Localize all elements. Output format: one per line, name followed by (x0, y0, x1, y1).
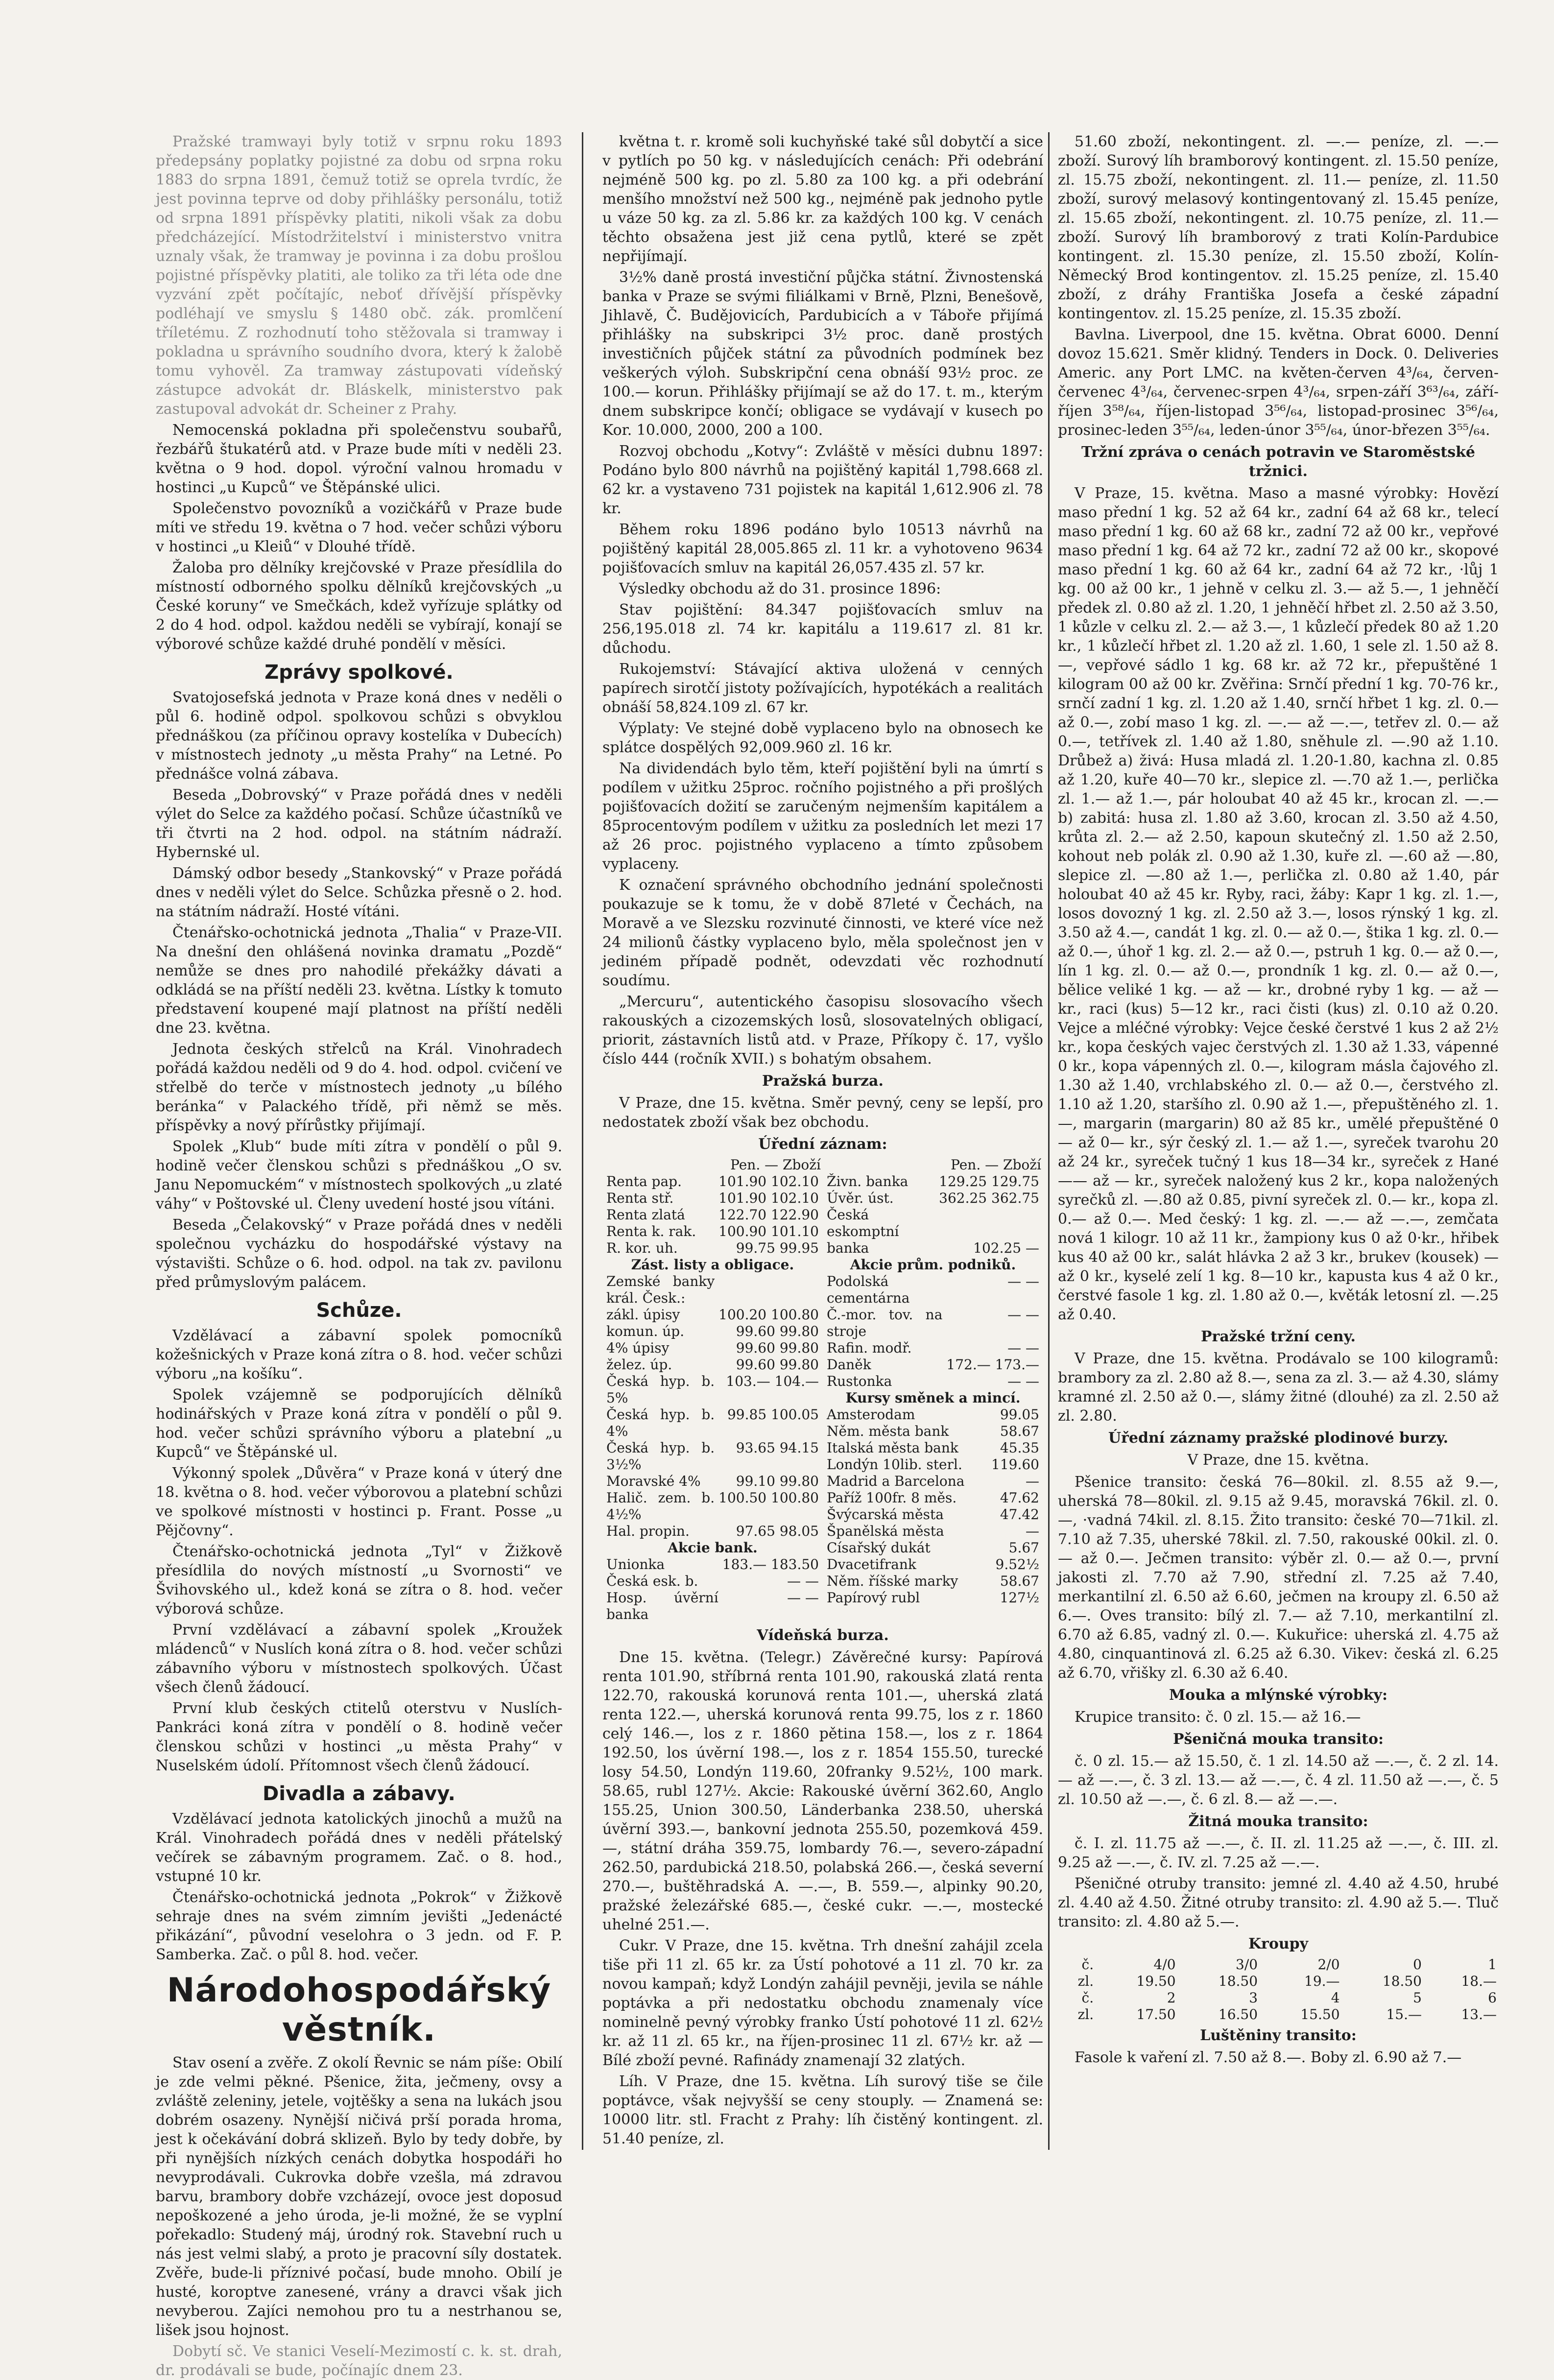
row-value: 122.70 122.90 (718, 1207, 819, 1223)
row-label: Česká esk. b. (606, 1573, 698, 1589)
table-row (604, 1590, 821, 1623)
article-paragraph: Stav osení a zvěře. Z okolí Řevnic se nám píše: Obilí je zde velmi pěkné. Pšenice, žita, ječmeny, ovsy a zvláště zeleniny, jetele, vojtěšky a sena na lukách jsou dobrém osazeny. Nynější ničivá prší porada hroma, jest k očekávání dobrá sklizeň. Bylo by tedy dobře, by při nynějších nízkých cenách dobytka hospodáři ho nevyprodávali. Cukrovka dobře vzešla, má zdravou barvu, brambory dobře vzcházejí, ovoce jest doposud nepoškozené a jeho úroda, je-li možné, že se vyplní pořekadlo: Studený máj, úrodný rok. Stavební ruch u nás jest velmi slabý, a proto je pracovní síly dostatek. Zvěře, bude-li příznivé počasí, bude mnoho. Obilí je husté, koroptve zanesené, vrány a dravci však jich nevyberou. Zajíci nemohou pro tu a nestrhanou se, lišek jsou hojnost. (156, 2054, 562, 2339)
row-value: 129.25 129.75 (939, 1173, 1039, 1190)
row-label: Španělská města (827, 1523, 944, 1539)
notice: Vzdělávací a zábavní spolek pomocníků kožešnických v Praze koná zítra o 8. hod. večer schůzi výboru „na košíku“. (156, 1327, 562, 1382)
table-cell: 19.— (1304, 1973, 1340, 1989)
urad-heading: Úřední záznamy pražské plodinové burzy. (1108, 1429, 1449, 1447)
column-2 (602, 132, 1043, 2150)
row-value: 100.50 100.80 (718, 1490, 819, 1506)
row-value: 9.52½ (995, 1556, 1039, 1572)
table-cell: 1 (1488, 1956, 1497, 1973)
notice: Výkonný spolek „Důvěra“ v Praze koná v úterý dne 18. května o 8. hod. večer výborovou a platební schůzi ve spolkové místnosti v hostinci p. Frant. Posse „u Pějčovny“. (156, 1465, 562, 1539)
article-paragraph: Fasole k vaření zl. 7.50 až 8.—. Boby zl. 6.90 až 7.— (1075, 2049, 1462, 2066)
table-body (604, 1556, 821, 1623)
article-paragraph: „Mercuru“, autentického časopisu slosovacího všech rakouských a cizozemských losů, slosovatelných obligací, priorit, zástavních listů atd. v Praze, Příkopy č. 17, vyšlo číslo 444 (ročník XVII.) s bohatým obsahem. (602, 993, 1043, 1068)
table-cell: 15.— (1386, 2006, 1422, 2023)
row-label: Halič. zem. b. 4½% (606, 1490, 715, 1523)
notice: Dámský odbor besedy „Stankovský“ v Praze pořádá dnes v neděli výlet do Selce. Schůzka přesně o 2. hod. na státním nádraží. Hosté vítáni. (156, 865, 562, 920)
table-row (825, 1456, 1041, 1473)
table-cell: 0 (1413, 1956, 1422, 1973)
article-paragraph: Žaloba pro dělníky krejčovské v Praze přesídlila do místností odborného spolku dělníků krejčovských „u České koruny“ ve Smečkách, kdež vyřízuje splátky od 2 do 4 hod. odpol. každou neděli se vybírají, konají se výborové schůze každé druhé pondělí v měsíci. (156, 559, 562, 653)
row-value (717, 1273, 821, 1307)
table-body (825, 1273, 1041, 1390)
row-value: 100.90 101.10 (718, 1223, 819, 1239)
kroupy-heading: Kroupy (1248, 1935, 1309, 1952)
article-paragraph: K označení správného obchodního jednání společnosti poukazuje se k tomu, že v době 87leté v Čechách, na Moravě a ve Slezsku rozvinuté činnosti, ve které více než 24 milionů částky vyplaceno bylo, měla společnost jen v jediném případě podnět, odevzdati věc rozhodnutí soudímu. (602, 877, 1043, 989)
table-row (825, 1240, 1041, 1257)
row-value: 97.65 98.05 (736, 1523, 819, 1539)
column-1 (156, 132, 562, 2379)
row-value: 99.60 99.80 (736, 1323, 819, 1339)
table-row (1058, 1956, 1499, 1973)
row-value: 102.25 — (973, 1240, 1039, 1256)
row-label: Rafin. modř. (827, 1340, 912, 1356)
zast-table (604, 1273, 821, 1540)
row-value: — — (1007, 1340, 1039, 1356)
row-value: 99.05 (1000, 1406, 1039, 1423)
kursy-table (825, 1406, 1041, 1606)
table-body (604, 1173, 821, 1257)
table-row (825, 1490, 1041, 1506)
urad-date: V Praze, dne 15. května. (1187, 1452, 1369, 1469)
row-value: 99.60 99.80 (736, 1340, 819, 1356)
row-label: Renta zlatá (606, 1207, 685, 1223)
table-row (604, 1340, 821, 1357)
row-value: 103.— 104.— (726, 1373, 819, 1389)
row-label: Hal. propin. (606, 1523, 690, 1539)
article-paragraph: Na dividendách bylo těm, kteří pojištění byli na úmrtí s podílem v užitku 25proc. ročního pojistného a při prošlých pojišťovacích dožití se zaručeným nejmenším kapitálem a 85procentovým podílem v užitku za posledních let mezi 17 až 26 proc. pojistného vyplaceno a tímto způsobem vyplaceny. (602, 760, 1043, 873)
article-paragraph: Během roku 1896 podáno bylo 10513 návrhů na pojištěný kapitál 28,005.865 zl. 11 kr. a vyhotoveno 9634 pojišťovacích smluv na kapitál 26,057.435 zl. 57 kr. (602, 521, 1043, 576)
table-row (604, 1307, 821, 1323)
row-label: Papírový rubl (827, 1590, 920, 1606)
article-paragraph: Pšeničné otruby transito: jemné zl. 4.40 až 4.50, hrubé zl. 4.40 až 4.50. Žitné otruby transito: zl. 4.90 až 5.—. Tluč transito: zl. 4.80 až 5.—. (1058, 1875, 1499, 1930)
table-cell: 18.50 (1218, 1973, 1258, 1989)
row-label: Česká eskomptní (827, 1207, 899, 1239)
row-label: Hosp. úvěrní banka (606, 1590, 718, 1622)
article-paragraph: 51.60 zboží, nekontingent. zl. —.— peníze, zl. —.— zboží. Surový líh bramborový kontingent. zl. 15.50 peníze, zl. 15.75 zboží, nekontingent. zl. 11.— peníze, zl. 11.50 zboží, surový melasový kontingentovaný zl. 15.45 peníze, zl. 15.65 zboží, nekontingent. zl. 10.75 peníze, zl. 11.— zboží. Surový líh bramborový z trati Kolín-Pardubice kontingent. zl. 15.30 peníze, zl. 15.50 zboží, Kolín-Německý Brod kontingentov. zl. 15.25 peníze, zl. 15.40 zboží, z dráhy Františka Josefa a české západní kontingentov. zl. 15.25 peníze, zl. 15.35 zboží. (1058, 133, 1499, 322)
row-label: Česká hyp. b. 5% (606, 1373, 715, 1406)
row-value: 183.— 183.50 (722, 1556, 819, 1572)
row-value: — (1026, 1473, 1039, 1489)
table-body (604, 1273, 821, 1540)
table-row (825, 1207, 1041, 1240)
row-value: 99.75 99.95 (736, 1240, 819, 1256)
row-value: — — (1007, 1307, 1039, 1323)
row-label: Česká hyp. b. 3½% (606, 1440, 715, 1473)
zaznam-heading: Úřední záznam: (758, 1136, 887, 1153)
row-label: Dvacetifrank (827, 1556, 916, 1572)
row-label: Renta stř. (606, 1190, 674, 1206)
notice: Jednota českých střelců na Král. Vinohradech pořádá každou neděli od 9 do 4. hod. odpol. cvičení ve střelbě do terče v místnostech jednoty „u bílého beránka“ v Palackého třídě, při němž se měs. příspěvky a nový přírůstky přijímají. (156, 1041, 562, 1134)
table-row (825, 1340, 1041, 1357)
table-row (604, 1173, 821, 1190)
table-cell: 18.50 (1382, 1973, 1422, 1989)
row-value: — (1026, 1523, 1039, 1539)
table-row (1058, 1973, 1499, 1990)
row-value: 5.67 (1008, 1540, 1039, 1556)
row-value: 47.62 (1000, 1490, 1039, 1506)
table-row (604, 1440, 821, 1473)
row-label: Unionka (606, 1556, 665, 1572)
table-cell: 5 (1413, 1990, 1422, 2006)
article-paragraph: č. 0 zl. 15.— až 15.50, č. 1 zl. 14.50 až —.—, č. 2 zl. 14.— až —.—, č. 3 zl. 13.— až —.—, č. 4 zl. 11.50 až —.—, č. 5 zl. 10.50 až —.—, č. 6 zl. 8.— až —.—. (1058, 1753, 1499, 1808)
article-paragraph: Bavlna. Liverpool, dne 15. května. Obrat 6000. Denní dovoz 15.621. Směr klidný. Tenders in Dock. 0. Deliveries Americ. any Port LMC. na květen-červen 4³/₆₄, červen-červenec 4³/₆₄, červenec-srpen 4³/₆₄, srpen-září 3⁶³/₆₄, září-říjen 3⁵⁸/₆₄, říjen-listopad 3⁵⁶/₆₄, listopad-prosinec 3⁵⁶/₆₄, prosinec-leden 3⁵⁵/₆₄, leden-únor 3⁵⁵/₆₄, únor-březen 3⁵⁵/₆₄. (1058, 326, 1499, 439)
row-label: Paříž 100fr. 8 měs. (827, 1490, 957, 1506)
article-paragraph: V Praze, dne 15. května. Prodávalo se 100 kilogramů: brambory za zl. 2.80 až 8.—, sena za zl. 3.— až 4.30, slámy kramné zl. 2.50 až 0.—, slámy žitné (dlouhé) za zl. 2.50 až zl. 2.80. (1058, 1350, 1499, 1425)
table-cell: č. (1081, 1990, 1094, 2006)
table-row (825, 1506, 1041, 1523)
table-row (825, 1357, 1041, 1373)
burza-heading: Pražská burza. (762, 1072, 884, 1090)
trzni-heading: Tržní zpráva o cenách potravin ve Staroměstské tržnici. (1081, 444, 1476, 480)
row-label: Amsterodam (827, 1406, 915, 1423)
notice: Spolek vzájemně se podporujících dělníků hodinářských v Praze koná zítra v pondělí o půl 9. hod. večer schůzi správního výboru a platební „u Kupců“ ve Štěpánské ul. (156, 1386, 562, 1461)
table-row (604, 1556, 821, 1573)
table-cell: zl. (1077, 2006, 1094, 2023)
row-label: zákl. úpisy (606, 1307, 680, 1323)
row-value: 99.60 99.80 (736, 1357, 819, 1373)
notice: První vzdělávací a zábavní spolek „Kroužek mládenců“ v Nuslích koná zítra o 8. hod. večer schůzi zábavního výboru v místnostech spolkových. Účast všech členů žádoucí. (156, 1621, 562, 1696)
notice: Svatojosefská jednota v Praze koná dnes v neděli o půl 6. hodině odpol. spolkovou schůzi s obvyklou přednáškou (za příčinou opravy kostelíka v Dubecích) v místnostech jednoty „u města Prahy“ na Letné. Po přednášce volná zábava. (156, 689, 562, 783)
table-row (604, 1223, 821, 1240)
table-cell: 15.50 (1300, 2006, 1340, 2023)
article-paragraph: V Praze, 15. května. Maso a masné výrobky: Hovězí maso přední 1 kg. 52 až 64 kr., zadní 64 až 68 kr., telecí maso přední 1 kg. 60 až 68 kr., zadní 72 až 00 kr., vepřové maso přední 1 kg. 64 až 72 kr., zadní 72 až 00 kr., skopové maso přední 1 kg. 60 až 64 kr., zadní 64 až 72 kr., ·lůj 1 kg. 00 až 00 kr., 1 jehně v celku zl. 3.— až 5.—, 1 jehněčí předek zl. 0.80 až zl. 1.20, 1 jehněčí hřbet zl. 2.50 až 3.50, 1 kůzle v celku zl. 2.— až 3.—, 1 kůzlečí předek 80 až 1.20 kr., 1 kůzlečí hřbet zl. 1.20 až zl. 1.60, 1 sele zl. 1.50 až 8.—, vepřové sádlo 1 kg. 68 kr. až 72 kr., přepuštěné 1 kilogram 00 až 00 kr. Zvěřina: Srnčí přední 1 kg. 70-76 kr., srnčí zadní 1 kg. zl. 1.20 až 1.40, srnčí hřbet 1 kg. zl. 0.— až 0.—, zobí maso 1 kg. zl. —.— až —.—, tetřev zl. 0.— až 0.—, tetřívek zl. 1.40 až 1.80, sněhule zl. —.90 až 1.10. Drůbež a) živá: Husa mladá zl. 1.20-1.80, kachna zl. 0.85 až 1.20, kuře 40—70 kr., slepice zl. —.70 až 1.—, perlička zl. 1.— až 1.—, pár holoubat 40 až 45 kr., krocan zl. —.— b) zabitá: husa zl. 1.80 až 3.60, krocan zl. 3.50 až 4.50, krůta zl. 2.— až 2.50, kapoun skutečný zl. 1.50 až 2.50, kohout neb polák zl. 0.90 až 1.30, kuře zl. —.60 až —.80, slepice zl. —.80 až 1.—, perlička zl. 0.80 až 1.40, pár holoubat 40 až 45 kr. Ryby, raci, žáby: Kapr 1 kg. zl. 1.—, losos dovozný 1 kg. zl. 2.50 až 3.—, losos rýnský 1 kg. zl. 3.50 až 4.—, candát 1 kg. zl. 0.— až 0.—, štika 1 kg. zl. 0.— až 0.—, úhoř 1 kg. zl. 2.— až 0.—, pstruh 1 kg. 0.— až 0.—, lín 1 kg. zl. 0.— až 0.—, prondník 1 kg. zl. 0.— až 0.—, bělice veliké 1 kg. — až — kr., drobné ryby 1 kg. — až — kr., raci (kus) 5—12 kr., raci čisti (kus) zl. 0.10 až 0.20. Vejce a mléčné výrobky: Vejce české čerstvé 1 kus 2 až 2½ kr., kopa českých vajec čerstvých zl. 1.30 až 1.33, vápenné 0 kr., kopa vápenných zl. 0.—, kilogram másla čajového zl. 1.30 až 1.40, vrchlabského zl. 0.— až 0.—, čerstvého zl. 1.10 až 1.20, staršího zl. 0.90 až 1.—, přepuštěného zl. 1.—, margarin (margarin) 80 až 85 kr., umělé přepuštěné 0— až 0— kr., sýr český zl. 1.— až 1.—, syreček tvarohu 20 až 24 kr., syreček tučný 1 kus 18—34 kr., syreček z Hané —— až — kr., syreček naložený kus 2 kr., kopa naložených syrečků zl. —.80 až 0.85, pivní syreček zl. 0.— kr., kopa zl. 0.— až 0.—. Med český: 1 kg. zl. —.— až —.—, zemčata nová 1 kilogr. 10 až 11 kr., žampiony kus 0 až 0·kr., hřibek kus 40 až 00 kr., salát hlávka 2 až 3 kr., brukev (kousek) — až 0 kr., kyselé zelí 1 kg. 8—10 kr., kapusta kus 4 až 0 kr., čerstvé fasole 1 kg. zl. 1.80 až 0.—, květák letosní zl. —.25 až 0.40. (1058, 485, 1499, 1323)
table-row (825, 1590, 1041, 1606)
table-row (825, 1307, 1041, 1340)
row-label: Č.-mor. tov. na stroje (827, 1307, 943, 1339)
row-label: Italská města bank (827, 1440, 958, 1456)
table-row (1058, 2006, 1499, 2023)
row-label: Něm. říšské marky (827, 1573, 958, 1589)
table-row (825, 1406, 1041, 1423)
row-value: 93.65 94.15 (736, 1440, 819, 1456)
table-row (604, 1357, 821, 1373)
psenicna-heading: Pšeničná mouka transito: (1172, 1731, 1384, 1748)
row-value: 45.35 (1000, 1440, 1039, 1456)
table-cell: č. (1081, 1956, 1094, 1973)
kroupy-table (1058, 1956, 1499, 2023)
table-row (1058, 1990, 1499, 2006)
row-label: Moravské 4% (606, 1473, 701, 1489)
table-row (604, 1573, 821, 1590)
row-value: 58.67 (1000, 1423, 1039, 1439)
table-body (825, 1406, 1041, 1606)
notice: Spolek „Klub“ bude míti zítra v pondělí o půl 9. hodině večer členskou schůzi s přednáškou „O sv. Janu Nepomuckém“ v místnostech spolkových „u zlaté váhy“ v Poštovské ul. Členy uvedení hosté jsou vítáni. (156, 1138, 562, 1213)
row-label: Švýcarská města (827, 1506, 944, 1523)
article-paragraph: Stav pojištění: 84.347 pojišťovacích smluv na 256,195.018 zl. 74 kr. kapitálu a 119.617 zl. 81 kr. důchodu. (602, 601, 1043, 657)
table-cell: 16.50 (1218, 2006, 1258, 2023)
notice: Čtenářsko-ochotnická jednota „Pokrok“ v Žižkově sehraje dnes na svém zimním jevišti „Jedenácté přikázání“, původní veselohra o 3 jedn. od F. P. Samberka. Zač. o půl 8. hod. večer. (156, 1889, 562, 1963)
table-cell: 19.50 (1136, 1973, 1176, 1989)
row-label: R. kor. uh. (606, 1240, 678, 1256)
akcie-bank-table (604, 1556, 821, 1623)
article-paragraph: Krupice transito: č. 0 zl. 15.— až 16.— (1075, 1709, 1361, 1726)
table-cell: 18.— (1461, 1973, 1497, 1989)
row-label: Renta k. rak. (606, 1223, 696, 1239)
notice: Čtenářsko-ochotnická jednota „Thalia“ v Praze-VII. Na dnešní den ohlášená novinka dramatu „Pozdě“ nemůže se dnes pro nahodilé překážky dávati a odkládá se na příští neděli 23. května. Lístky k tomuto představení koupené mají platnost na příští neděli dne 23. května. (156, 924, 562, 1037)
article-paragraph: Rukojemství: Stávající aktiva uložená v cenných papírech sirotčí jistoty požívajících, hypotékách a realitách obnáší 58,824.109 zl. 67 kr. (602, 661, 1043, 716)
table-row (604, 1523, 821, 1540)
table-row (825, 1273, 1041, 1307)
table-subheading: Akcie prům. podniků. (850, 1257, 1016, 1273)
table-row (825, 1523, 1041, 1540)
section-heading-divadla: Divadla a zábavy. (263, 1783, 455, 1805)
row-value: — — (787, 1573, 819, 1589)
column-header: Pen. — Zboží (951, 1157, 1041, 1173)
viden-heading: Vídeňská burza. (757, 1627, 889, 1644)
akcie-prum-table (825, 1273, 1041, 1390)
row-value: 101.90 102.10 (718, 1190, 819, 1206)
table-subheading: Zást. listy a obligace. (631, 1257, 794, 1273)
table-subheading: Kursy směnek a mincí. (845, 1390, 1021, 1406)
table-row (825, 1373, 1041, 1390)
table-row (825, 1173, 1041, 1190)
table-cell: zl. (1077, 1973, 1094, 1989)
row-label: Podolská cementárna (827, 1273, 910, 1306)
article-paragraph: 3½% daně prostá investiční půjčka státní. Živnostenská banka v Praze se svými filiálkami v Brně, Plzni, Benešově, Jihlavě, Č. Budějovicích, Pardubicích a v Táboře přijímá přihlášky na subskripci 3½ proc. daně prostých investičních půjček státní za původních podmínek bez veškerých výloh. Subskripční cena obnáší 93½ proc. ze 100.— korun. Přihlášky přijímají se až do 17. t. m., kterým dnem subskripce končí; obligace se vydávají v kusech po Kor. 10.000, 2000, 200 a 100. (602, 269, 1043, 439)
row-label: Daněk (827, 1357, 871, 1373)
zitna-heading: Žitná mouka transito: (1188, 1813, 1368, 1830)
article-paragraph: Pšenice transito: česká 76—80kil. zl. 8.55 až 9.—, uherská 78—80kil. zl. 9.15 až 9.45, moravská 76kil. zl. 0.—, ·vadná 74kil. zl. 8.15. Žito transito: české 70—71kil. zl. 7.10 až 7.35, uherské 78kil. zl. 7.50, rakouské 00kil. zl. 0.— až 0.—. Ječmen transito: výběr zl. 0.— až 0.—, první jakosti zl. 7.70 až 7.90, střední zl. 7.25 až 7.40, merkantilní zl. 6.50 až 6.60, ječmen na kroupy zl. 6.50 až 6.—. Oves transito: bílý zl. 7.— až 7.10, merkantilní zl. 6.70 až 6.85, vadný zl. 0.—. Kukuřice: uherská zl. 4.75 až 4.80, cinquantinová zl. 6.25 až 6.30. Vikev: česká zl. 6.25 až 6.70, vřišky zl. 6.30 až 6.40. (1058, 1474, 1499, 1682)
table-cell: 17.50 (1136, 2006, 1176, 2023)
table-row (604, 1473, 821, 1490)
notice: Vzdělávací jednota katolických jinochů a mužů na Král. Vinohradech pořádá dnes v neděli přátelský večírek se zábavným programem. Zač. o 8. hod., vstupné 10 kr. (156, 1810, 562, 1885)
table-cell: 2/0 (1317, 1956, 1340, 1973)
row-value: 362.25 362.75 (939, 1190, 1039, 1206)
table-row (825, 1540, 1041, 1556)
table-cell: 3 (1249, 1990, 1258, 2006)
row-label: komun. úp. (606, 1323, 685, 1339)
row-value: 100.20 100.80 (718, 1307, 819, 1323)
row-value: 172.— 173.— (946, 1357, 1039, 1373)
article-paragraph: č. I. zl. 11.75 až —.—, č. II. zl. 11.25 až —.—, č. III. zl. 9.25 až —.—, č. IV. zl. 7.25 až —.—. (1058, 1835, 1499, 1871)
table-row (604, 1190, 821, 1207)
row-label: Česká hyp. b. 4% (606, 1406, 715, 1439)
article-paragraph: Nemocenská pokladna při společenstvu soubařů, řezbářů štukatérů atd. v Praze bude míti v neděli 23. května o 9 hod. dopol. výroční valnou hromadu v hostinci „u Kupců“ ve Štěpánské ulici. (156, 422, 562, 496)
burza-intro: V Praze, dne 15. května. Směr pevný, ceny se lepší, pro nedostatek zboží však bez obchodu. (602, 1095, 1043, 1131)
column-3 (1058, 132, 1499, 2150)
row-label: 4% úpisy (606, 1340, 669, 1356)
row-label: Něm. města bank (827, 1423, 949, 1439)
row-value: 58.67 (1000, 1573, 1039, 1589)
table-body (825, 1173, 1041, 1257)
mouka-heading: Mouka a mlýnské výrobky: (1169, 1687, 1388, 1704)
row-label: banka (827, 1240, 869, 1256)
trzni2-heading: Pražské tržní ceny. (1201, 1328, 1356, 1345)
article-paragraph: května t. r. kromě soli kuchyňské také sůl dobytčí a sice v pytlích po 50 kg. v následujících cenách: Při odebrání nejméně 500 kg. po zl. 5.80 za 100 kg. a při odebrání menšího množství než 500 kg., nejméně pak jednoho pytle u váze 50 kg. za zl. 5.86 kr. za každých 100 kg. V cenách těchto obsažena jest již cena pytlů, které se zpět nepřijímají. (602, 133, 1043, 265)
table-cell: 3/0 (1236, 1956, 1258, 1973)
article-paragraph: Společenstvo povozníků a vozičkářů v Praze bude míti ve středu 19. května o 7 hod. večer schůzi výboru v hostinci „u Kleiů“ v Dlouhé třídě. (156, 500, 562, 555)
row-value: — — (1007, 1273, 1039, 1289)
notice: Čtenářsko-ochotnická jednota „Tyl“ v Žižkově přesídlila do nových místností „u Svornosti“ ve Švihovského ul., kdež koná se zítra o 8. hod. večer výborová schůze. (156, 1543, 562, 1618)
row-label: Živn. banka (827, 1173, 908, 1190)
article-paragraph: Líh. V Praze, dne 15. května. Líh surový tiše se čile poptávce, však nejvyšší se ceny stouply. — Znamená se: 10000 litr. stl. Fracht z Prahy: líh čistěný kontingent. zl. 51.40 peníze, zl. (602, 2073, 1043, 2147)
lusteniny-heading: Luštěniny transito: (1200, 2027, 1357, 2044)
table-row (825, 1190, 1041, 1207)
column-divider (582, 132, 583, 2150)
article-paragraph: Výplaty: Ve stejné době vyplaceno bylo na obnosech ke splátce dospělých 92,009.960 zl. 16 kr. (602, 720, 1043, 756)
row-value: 99.85 100.05 (727, 1406, 819, 1423)
row-value: 127½ (1000, 1590, 1039, 1606)
row-label: Úvěr. úst. (827, 1190, 894, 1206)
row-label: Londýn 10lib. sterl. (827, 1456, 962, 1473)
article-tramway: Pražské tramwayi byly totiž v srpnu roku 1893 předepsány poplatky pojistné za dobu od srpna roku 1883 do srpna 1891, čemuž totiž se oprela tvrdíc, že jest povinna teprve od doby přihlášky personálu, totiž od srpna 1891 příspěvky platiti, nikoli však za dobu předcházející. Místodržitelství i ministerstvo vnitra uznaly však, že tramway je povinna i za dobu prošlou pojistné příspěvky platiti, ale toliko za tři léta ode dne vyzvání zpět počítajíc, neboť dřívější příspěvky podléhají ve smyslu § 1480 obč. zák. promlčení tříletému. Z rozhodnutí toho stěžovala si tramway i pokladna u správního soudního dvora, který k žalobě tomu vyhověl. Za tramway zástupovati vídeňský zástupce advokát dr. Bláskelk, ministerstvo pak zastupoval advokát dr. Scheiner z Prahy. (156, 133, 562, 418)
table-row (604, 1490, 821, 1523)
table-row (604, 1240, 821, 1257)
article-paragraph: Dobytí sč. Ve stanici Veselí-Mezimostí c. k. st. drah, dr. prodávali se bude, počínajíc dnem 23. (156, 2343, 562, 2379)
article-paragraph: Rozvoj obchodu „Kotvy“: Zvláště v měsíci dubnu 1897: Podáno bylo 800 návrhů na pojištěný kapitál 1,798.668 zl. 62 kr. a vystaveno 731 pojistek na kapitál 1,612.906 zl. 78 kr. (602, 443, 1043, 517)
row-label: Renta pap. (606, 1173, 682, 1190)
bank-table (825, 1173, 1041, 1257)
exchange-table (602, 1157, 1043, 1623)
row-label: želez. úp. (606, 1357, 672, 1373)
table-row (604, 1323, 821, 1340)
table-row (604, 1207, 821, 1223)
table-cell: 4/0 (1153, 1956, 1176, 1973)
table-row (604, 1273, 821, 1307)
row-value (937, 1207, 1041, 1240)
table-row (604, 1406, 821, 1440)
notice: Beseda „Čelakovský“ v Praze pořádá dnes v neděli společnou vycházku do hospodářské výstavy na výstavišti. Schůze o 6. hod. odpol. na tak zv. pavilonu před průmyslovým palácem. (156, 1216, 562, 1291)
table-cell: 4 (1331, 1990, 1340, 2006)
row-label: Zemské banky král. Česk.: (606, 1273, 715, 1306)
section-heading-vestnik: Národohospodářský věstník. (167, 1971, 551, 2049)
table-subheading: Akcie bank. (668, 1540, 758, 1556)
table-row (825, 1473, 1041, 1490)
article-paragraph: Cukr. V Praze, dne 15. května. Trh dnešní zahájil zcela tiše při 11 zl. 65 kr. za Ústí pohotové a 11 zl. 70 kr. za novou kampaň; když Londýn zahájil pevněji, jevila se náhle poptávka a při nedostatku obchodu znamenaly více nominelně pevný výrobky franko Ústí pohotové 11 zl. 62½ kr. až 11 zl. 65 kr., na říjen-prosinec 11 zl. 67½ kr. až — Bílé zboží pevné. Rafinády znamenají 32 zlatých. (602, 1937, 1043, 2069)
row-label: Madrid a Barcelona (827, 1473, 965, 1489)
section-heading-schuze: Schůze. (316, 1299, 402, 1322)
article-paragraph: Výsledky obchodu až do 31. prosince 1896: (619, 580, 941, 597)
table-row (825, 1556, 1041, 1573)
table-row (825, 1440, 1041, 1456)
row-value: 119.60 (991, 1456, 1039, 1473)
row-value: 47.42 (1000, 1506, 1039, 1523)
table-cell: 2 (1167, 1990, 1176, 2006)
section-heading-spolkove: Zprávy spolkové. (264, 661, 454, 684)
row-value: — — (787, 1590, 819, 1606)
row-value: 101.90 102.10 (718, 1173, 819, 1190)
table-row (604, 1373, 821, 1406)
notice: První klub českých ctitelů oterstvu v Nuslích-Pankráci koná zítra v pondělí o 8. hodině večer členskou schůzi v hostinci „u města Prahy“ v Nuselském údolí. Přítomnost všech členů žádoucí. (156, 1700, 562, 1774)
article-paragraph: Dne 15. května. (Telegr.) Závěrečné kursy: Papírová renta 101.90, stříbrná renta 101.90, rakouská zlatá renta 122.70, rakouská korunová renta 101.—, uherská zlatá renta 122.—, uherská korunová renta 99.75, los z r. 1860 celý 146.—, los z r. 1860 pětina 158.—, los z r. 1864 192.50, los úvěrní 198.—, los z r. 1854 155.50, turecké losy 54.50, Londýn 119.60, 20franky 9.52½, 100 mark. 58.65, rubl 127½. Akcie: Rakouské úvěrní 362.60, Anglo 155.25, Union 300.50, Länderbanka 238.50, uherská úvěrní 393.—, bankovní jednota 255.50, pozemková 459.—, státní dráha 359.75, lombardy 76.—, severo-západní 262.50, pardubická 218.50, polabská 266.—, česká severní 270.—, buštěhradská A. —.—, B. 559.—, alpinky 90.20, pražské železářské 685.—, české cukr. —.—, mostecké uhelné 251.—. (602, 1649, 1043, 1933)
table-row (825, 1573, 1041, 1590)
row-label: Rustonka (827, 1373, 892, 1389)
renta-table (604, 1173, 821, 1257)
column-divider (1048, 132, 1050, 2150)
table-cell: 6 (1488, 1990, 1497, 2006)
column-header: Pen. — Zboží (730, 1157, 821, 1173)
notice: Beseda „Dobrovský“ v Praze pořádá dnes v neděli výlet do Selce za každého počasí. Schůze účastníků ve tři čtvrti na 2 hod. odpol. na státním nádraží. Hybernské ul. (156, 786, 562, 861)
row-label: Císařský dukát (827, 1540, 931, 1556)
row-value: 99.10 99.80 (736, 1473, 819, 1489)
table-cell: 13.— (1461, 2006, 1497, 2023)
table-row (825, 1423, 1041, 1440)
row-value: — — (1007, 1373, 1039, 1389)
